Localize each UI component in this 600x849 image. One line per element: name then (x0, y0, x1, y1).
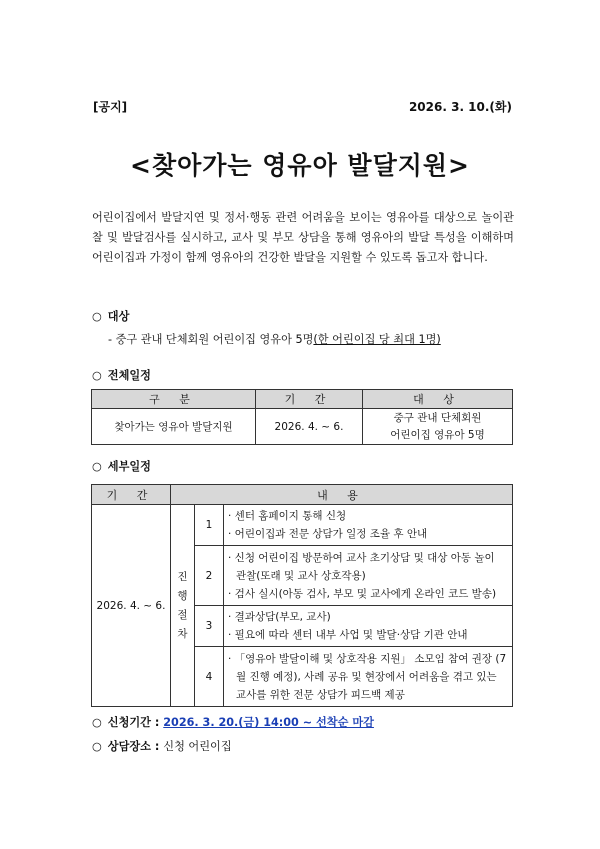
place-label: 상담장소 : (107, 740, 164, 753)
detail-schedule-table (91, 484, 513, 707)
overall-schedule-table (91, 389, 513, 445)
circle-bullet-icon: ○ (92, 369, 102, 382)
step-content-cell (224, 505, 513, 546)
intro-paragraph: 어린이집에서 발달지연 및 정서·행동 관련 어려움을 보이는 영유아를 대상으로 놀이관찰 및 발달검사를 실시하고, 교사 및 부모 상담을 통해 영유아의 발달 특성을 이해하며 어린이집과 가정이 함께 영유아의 건강한 발달을 지원할 수 있도록 돕고자 합니다. (92, 211, 514, 264)
step-content-cell (224, 647, 513, 707)
place-value: 신청 어린이집 (163, 740, 232, 753)
overall-heading-label: 전체일정 (107, 369, 151, 382)
table-header-row (92, 485, 513, 505)
step-item: · 「영유아 발달이해 및 상호작용 지원」 소모임 참여 권장 (7월 진행 예정), 사례 공유 및 현장에서 어려움을 겪고 있는 교사를 위한 전문 상담가 피드백 제공 (228, 652, 507, 701)
table-row (92, 505, 513, 546)
period-cell: 2026. 4. ~ 6. (256, 409, 363, 445)
target-cell (363, 409, 513, 445)
process-label-char: 차 (177, 627, 188, 640)
column-header: 구 분 (92, 390, 256, 409)
step-number-cell: 2 (195, 546, 224, 606)
column-header: 대 상 (363, 390, 513, 409)
notice-tag: [공지] (93, 100, 128, 114)
step-number-cell: 1 (195, 505, 224, 546)
process-label-char: 진 (177, 570, 188, 583)
column-header: 기 간 (256, 390, 363, 409)
detail-heading-label: 세부일정 (107, 460, 151, 473)
column-header: 기 간 (92, 485, 171, 505)
step-content-cell (224, 546, 513, 606)
application-period (92, 714, 374, 730)
process-label-char: 절 (177, 608, 188, 621)
overall-section-heading (92, 367, 151, 383)
step-content-cell (224, 606, 513, 647)
period-cell: 2026. 4. ~ 6. (92, 505, 171, 707)
step-item: · 검사 실시(아동 검사, 부모 및 교사에게 온라인 코드 발송) (228, 587, 497, 600)
step-item: · 어린이집과 전문 상담가 일정 조율 후 안내 (228, 528, 428, 540)
step-item: · 센터 홈페이지 통해 신청 (228, 510, 347, 522)
process-label-char: 행 (177, 589, 188, 602)
circle-bullet-icon: ○ (92, 310, 102, 323)
process-label-cell (171, 505, 195, 707)
circle-bullet-icon: ○ (92, 716, 102, 729)
application-period-value: 2026. 3. 20.(금) 14:00 ~ 선착순 마감 (163, 716, 374, 729)
target-cell-line: 어린이집 영유아 5명 (390, 428, 485, 441)
application-label: 신청기간 : (107, 716, 164, 729)
circle-bullet-icon: ○ (92, 460, 102, 473)
step-item: · 필요에 따라 센터 내부 사업 및 발달·상담 기관 안내 (228, 629, 468, 641)
target-line-text: - 중구 관내 단체회원 어린이집 영유아 5명 (108, 333, 314, 346)
detail-section-heading (92, 458, 151, 474)
circle-bullet-icon: ○ (92, 740, 102, 753)
target-cell-line: 중구 관내 단체회원 (393, 411, 482, 424)
step-item: · 결과상담(부모, 교사) (228, 611, 331, 623)
document-date: 2026. 3. 10.(화) (408, 100, 512, 114)
step-number-cell: 4 (195, 647, 224, 707)
target-line-limit: (한 어린이집 당 최대 1명) (313, 333, 441, 346)
target-line (108, 331, 441, 347)
column-header: 내 용 (171, 485, 513, 505)
step-item: · 신청 어린이집 방문하여 교사 초기상담 및 대상 아동 놀이 관찰(또래 및 교사 상호작용) (228, 551, 495, 582)
table-header-row (92, 390, 513, 409)
target-section-heading (92, 308, 129, 324)
target-heading-label: 대상 (107, 310, 130, 323)
counseling-place (92, 738, 232, 754)
step-number-cell: 3 (195, 606, 224, 647)
category-cell: 찾아가는 영유아 발달지원 (92, 409, 256, 445)
document-title: <찾아가는 영유아 발달지원> (130, 151, 470, 180)
table-row (92, 409, 513, 445)
